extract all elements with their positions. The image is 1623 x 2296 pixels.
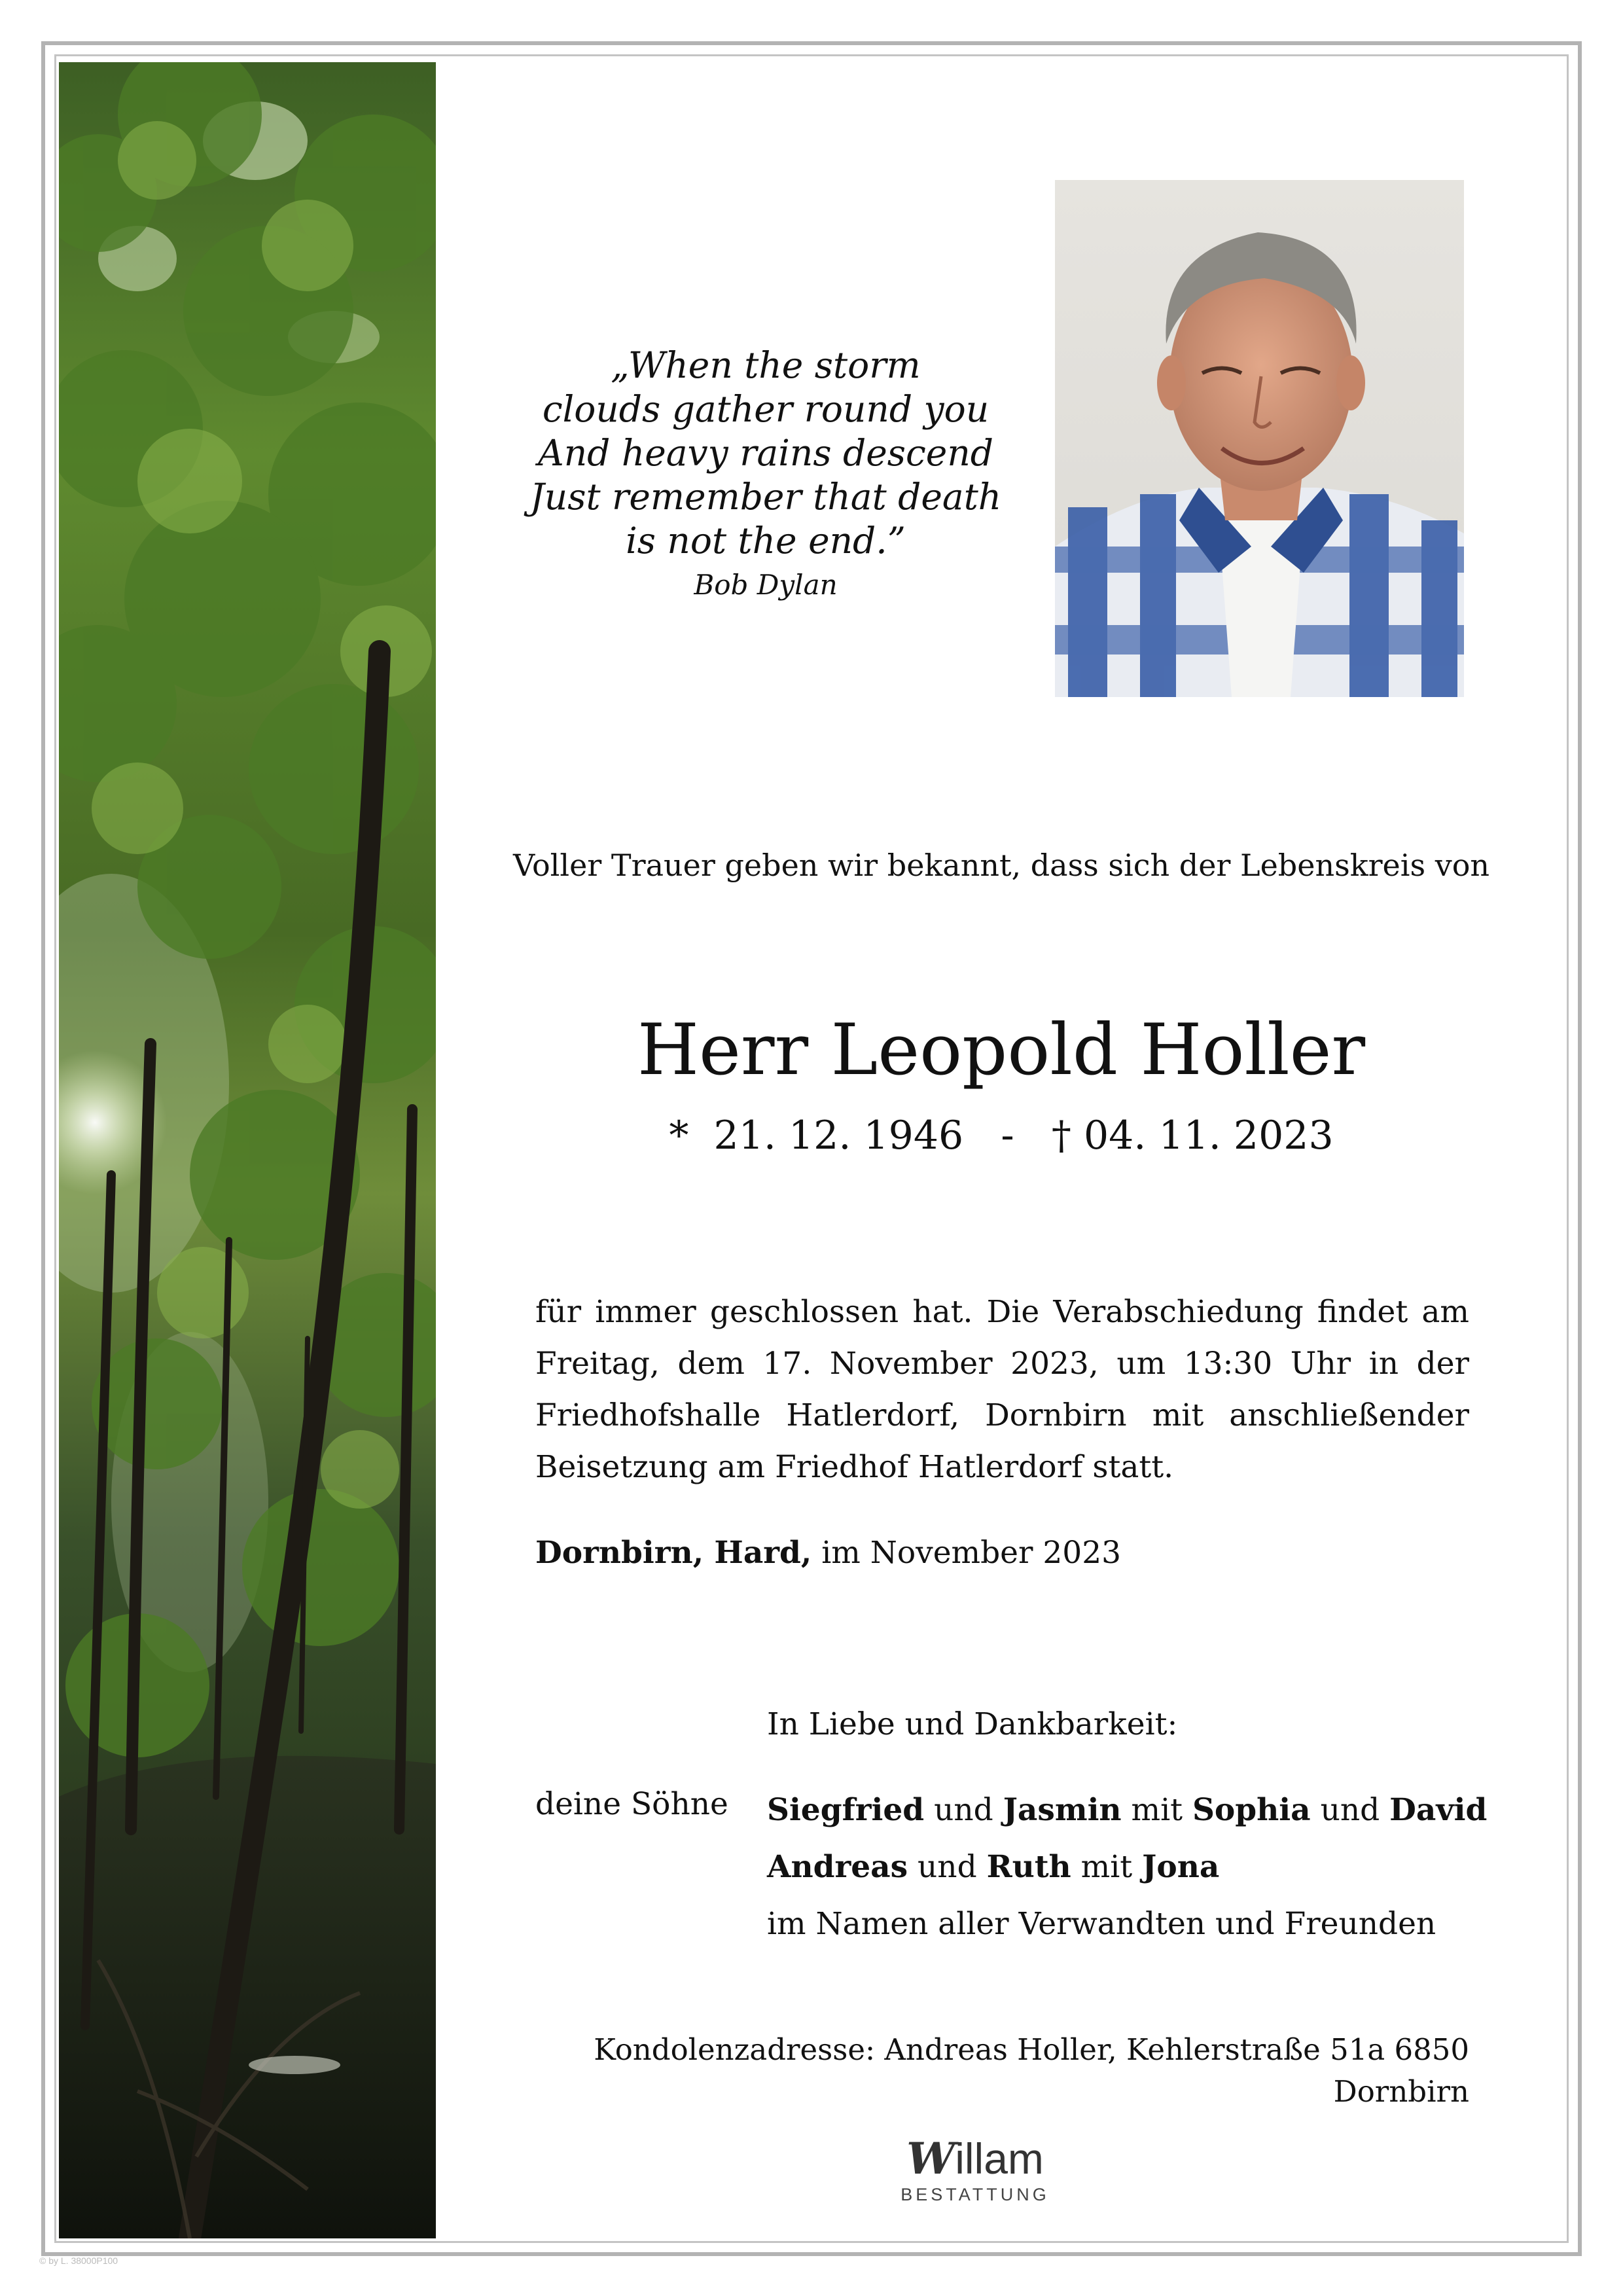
family-member: Sophia	[1192, 1792, 1311, 1828]
condolence-address: Kondolenzadresse: Andreas Holler, Kehlerstraße 51a 6850 Dornbirn	[594, 2032, 1469, 2109]
family-connector: und	[924, 1792, 1003, 1828]
family-row-1	[767, 1782, 1488, 1839]
family-member: Siegfried	[767, 1792, 925, 1828]
family-member: Jasmin	[1003, 1792, 1122, 1828]
forest-image	[59, 62, 436, 2238]
sons-label: deine Söhne	[535, 1786, 728, 1822]
forest-illustration	[59, 62, 436, 2238]
portrait-photo	[1055, 180, 1464, 697]
ceremony-details: für immer geschlossen hat. Die Verabschiedung findet am Freitag, dem 17. November 2023, um 13:30 Uhr in der Friedhofshalle Hatlerdorf, Dornbirn mit anschließender Beisetzung am Friedhof Hatlerdorf statt.	[535, 1294, 1469, 1485]
portrait-illustration	[1055, 180, 1464, 697]
quote-line: clouds gather round you	[542, 388, 990, 430]
family-row-3: im Namen aller Verwandten und Freunden	[767, 1906, 1436, 1942]
memorial-quote	[497, 344, 1034, 605]
family-row-2	[767, 1839, 1469, 1895]
thanks-intro: In Liebe und Dankbarkeit:	[767, 1706, 1178, 1742]
funeral-home-logo	[877, 2134, 1073, 2206]
logo-word: illam	[955, 2134, 1044, 2183]
logo-wordmark	[877, 2134, 1073, 2183]
logo-subtitle: BESTATTUNG	[901, 2185, 1050, 2204]
family-connector: mit	[1071, 1849, 1143, 1885]
announcement-intro: Voller Trauer geben wir bekannt, dass sich der Lebenskreis von	[512, 848, 1490, 883]
quote-line: is not the end.”	[626, 520, 906, 562]
quote-author: Bob Dylan	[694, 569, 838, 601]
logo-initial: W	[906, 2133, 955, 2184]
family-member: Ruth	[986, 1849, 1071, 1885]
family-connector: und	[908, 1849, 987, 1885]
place-and-date	[535, 1530, 1469, 1576]
family-connector: mit	[1121, 1792, 1192, 1828]
life-dates: * 21. 12. 1946 - † 04. 11. 2023	[669, 1113, 1334, 1158]
quote-line: And heavy rains descend	[538, 432, 993, 474]
quote-line: „When the storm	[611, 344, 921, 386]
deceased-name: Herr Leopold Holler	[637, 1009, 1366, 1091]
family-list	[767, 1782, 1488, 1952]
place-names: Dornbirn, Hard,	[535, 1535, 812, 1571]
family-member: Andreas	[767, 1849, 908, 1885]
quote-line: Just remember that death	[529, 476, 1002, 518]
family-member: Jona	[1142, 1849, 1220, 1885]
place-month: im November 2023	[812, 1535, 1122, 1571]
copyright-note: © by L. 38000P100	[39, 2255, 118, 2266]
family-member: David	[1389, 1792, 1488, 1828]
family-connector: und	[1310, 1792, 1390, 1828]
